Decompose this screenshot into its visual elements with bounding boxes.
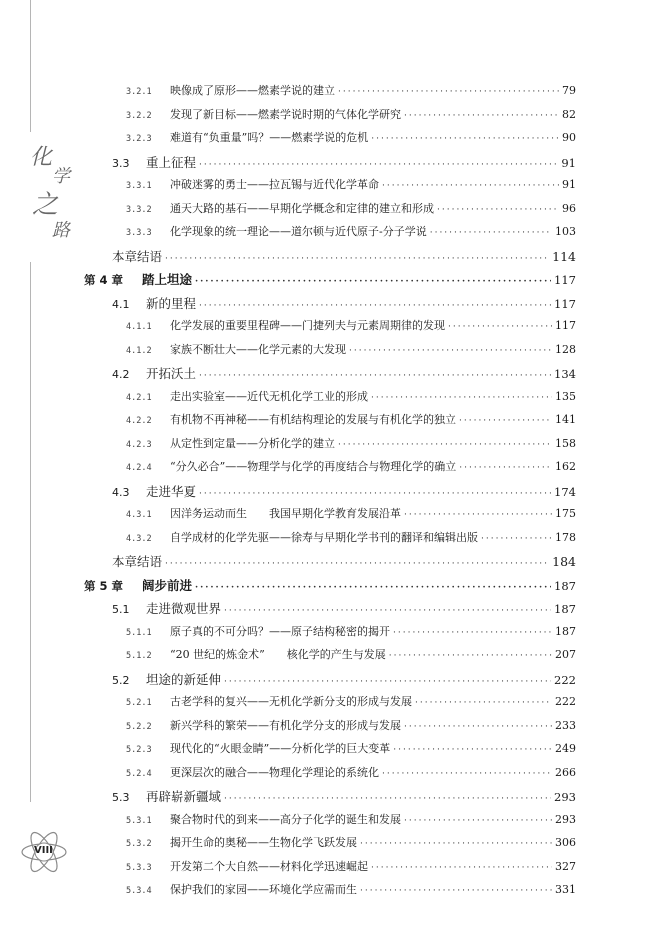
toc-entry-title: 自学成材的化学先驱——徐寿与早期化学书刊的翻译和编辑出版 [170,530,478,544]
toc-entry-page: 90 [562,131,576,144]
toc-entry-sub [84,717,576,741]
toc-entry-page: 222 [555,695,576,708]
toc-entry-title: 冲破迷雾的勇士——拉瓦锡与近代化学革命 [170,178,379,191]
toc-entry-page: 178 [555,530,576,544]
toc-entry-page: 162 [555,460,576,473]
toc-entry-number: 3.3.3 [126,228,152,238]
toc-leader-dots [415,698,552,708]
toc-entry-sub [84,106,576,130]
toc-entry-title: 更深层次的融合——物理化学理论的系统化 [170,765,379,779]
toc-leader-dots [437,205,559,215]
side-title-char-1: 化 [30,145,53,170]
toc-entry-number: 4.2.2 [126,416,152,426]
toc-leader-dots [195,583,551,593]
side-title-char-3: 之 [32,190,59,220]
toc-entry-number: 5.2.2 [126,721,152,732]
toc-entry-number: 3.3.2 [126,204,152,215]
toc-leader-dots [199,489,551,499]
toc-entry-page: 187 [555,624,576,638]
toc-entry-sub [84,646,576,670]
toc-entry-page: 249 [555,742,576,755]
toc-entry-number: 5.2.3 [126,745,152,755]
toc-entry-page: 233 [555,718,576,732]
toc-entry-number: 5.3.4 [126,886,152,896]
toc-entry-title: 通天大路的基石——早期化学概念和定律的建立和形成 [170,201,434,215]
toc-entry-number: 3.3.1 [126,181,152,191]
toc-entry-sub [84,82,576,106]
toc-entry-page: 293 [555,812,576,826]
toc-entry-title: “分久必合”——物理学与化学的再度结合与物理化学的确立 [170,460,457,473]
toc-leader-dots [459,416,552,426]
toc-leader-dots [199,301,551,311]
toc-entry-sub [84,740,576,764]
toc-leader-dots [404,111,559,121]
toc-entry-number: 4.1.2 [126,345,152,356]
toc-entry-title: 走出实验室——近代无机化学工业的形成 [170,389,368,403]
toc-leader-dots [338,87,559,97]
toc-leader-dots [360,839,552,849]
toc-entry-sec [84,670,576,694]
toc-entry-title: 开发第二个大自然——材料化学迅速崛起 [170,859,368,873]
toc-entry-sub [84,881,576,905]
toc-entry-page: 184 [552,554,576,569]
toc-leader-dots [165,559,549,569]
toc-entry-sec [84,482,576,506]
toc-entry-title: 本章结语 [112,554,163,569]
toc-entry-page: 135 [555,389,576,403]
toc-entry-title: 保护我们的家园——环境化学应需而生 [170,883,357,896]
toc-entry-number: 5.3.1 [126,815,152,826]
toc-entry-page: 293 [554,790,576,804]
side-title-char-4: 路 [52,220,70,241]
toc-entry-sec [84,294,576,318]
toc-entry-title: “20 世纪的炼金术” 核化学的产生与发展 [170,648,386,661]
toc-entry-number: 4.3.2 [126,533,152,544]
toc-entry-sub [84,176,576,200]
toc-entry-sub [84,858,576,882]
toc-entry-sub [84,200,576,224]
toc-entry-page: 175 [555,507,576,520]
toc-leader-dots [224,794,551,804]
toc-leader-dots [404,816,552,826]
toc-entry-sec [84,787,576,811]
toc-entry-sub [84,388,576,412]
toc-entry-sub [84,223,576,247]
toc-entry-title: 现代化的“火眼金睛”——分析化学的巨大变革 [170,742,391,755]
toc-entry-number: 5.2.1 [126,698,152,708]
toc-entry-page: 117 [555,319,576,332]
toc-leader-dots [195,277,551,287]
toc-leader-dots [199,371,551,381]
toc-entry-number: 3.2.1 [126,87,152,97]
toc-leader-dots [448,322,552,332]
toc-entry-number: 4.3.1 [126,510,152,520]
toc-entry-title: 因洋务运动而生 我国早期化学教育发展沿革 [170,507,401,520]
toc-entry-number: 5.3.3 [126,862,152,873]
toc-entry-title: 揭开生命的奥秘——生物化学飞跃发展 [170,836,357,849]
toc-entry-number: 4.1 [112,297,130,311]
toc-entry-number: 5.2.4 [126,768,152,779]
toc-entry-title: 走进华夏 [146,483,197,499]
toc-entry-page: 187 [554,578,576,593]
toc-entry-title: 家族不断壮大——化学元素的大发现 [170,342,346,356]
toc-entry-page: 96 [562,201,576,215]
toc-entry-sub [84,317,576,341]
toc-entry-number: 5.3 [112,791,130,804]
toc-leader-dots [360,886,552,896]
toc-entry-page: 91 [561,155,576,170]
table-of-contents [84,82,576,905]
toc-entry-title: 化学现象的统一理论——道尔顿与近代原子-分子学说 [170,225,427,238]
toc-entry-title: 原子真的不可分吗？——原子结构秘密的揭开 [170,624,390,638]
toc-leader-dots [382,181,559,191]
toc-entry-page: 158 [555,436,576,450]
toc-entry-page: 114 [552,248,576,264]
toc-entry-number: 3.2.3 [126,134,152,144]
toc-entry-number: 4.2.3 [126,439,152,450]
toc-entry-title: 坦途的新延伸 [146,671,222,687]
toc-entry-title: 本章结语 [112,248,163,264]
toc-entry-number: 4.2.4 [126,463,152,473]
side-title-char-2: 学 [52,166,70,187]
toc-entry-number: 4.3 [112,485,130,499]
toc-leader-dots [393,628,552,638]
toc-entry-page: 331 [555,883,576,896]
toc-entry-number: 第 5 章 [84,578,124,593]
toc-entry-sub [84,458,576,482]
toc-entry-chap [84,576,576,600]
toc-leader-dots [430,228,552,238]
toc-entry-number: 4.2 [112,368,130,381]
toc-entry-page: 103 [555,225,576,238]
toc-entry-page: 141 [555,413,576,426]
toc-leader-dots [371,134,559,144]
toc-entry-sub [84,129,576,153]
toc-leader-dots [371,863,552,873]
toc-leader-dots [165,254,549,264]
toc-entry-page: 134 [554,367,576,381]
toc-entry-page: 174 [554,484,576,499]
toc-entry-page: 117 [554,296,576,311]
toc-entry-page: 222 [554,672,576,687]
toc-leader-dots [382,769,552,779]
side-book-title [28,140,74,250]
toc-entry-title: 新兴学科的繁荣——有机化学分支的形成与发展 [170,718,401,732]
toc-leader-dots [459,463,552,473]
toc-leader-dots [338,440,552,450]
side-decoration-line-top [30,0,31,132]
toc-leader-dots [199,160,558,170]
toc-entry-number: 4.2.1 [126,392,152,403]
toc-entry-number: 5.1.1 [126,627,152,638]
toc-entry-sub [84,529,576,553]
toc-entry-sub [84,411,576,435]
toc-entry-sub [84,505,576,529]
page-number: VIII [34,845,53,856]
toc-entry-title: 开拓沃土 [146,366,197,381]
toc-leader-dots [224,677,551,687]
toc-entry-page: 117 [554,273,576,287]
toc-entry-title: 再辟崭新疆域 [146,789,222,804]
toc-leader-dots [371,393,552,403]
toc-leader-dots [389,651,552,661]
toc-entry-title: 从定性到定量——分析化学的建立 [170,436,335,450]
toc-entry-number: 5.2 [112,673,130,687]
toc-entry-page: 266 [555,765,576,779]
toc-leader-dots [404,722,552,732]
toc-entry-sec [84,153,576,177]
toc-entry-sec [84,364,576,388]
toc-leader-dots [224,606,551,616]
toc-entry-sub [84,764,576,788]
toc-entry-sub [84,435,576,459]
toc-entry-page: 82 [562,107,576,121]
toc-leader-dots [349,346,552,356]
toc-entry-number: 5.3.2 [126,839,152,849]
toc-entry-title: 重上征程 [146,154,197,170]
toc-entry-page: 207 [555,648,576,661]
toc-entry-title: 走进微观世界 [146,601,222,616]
toc-leader-dots [393,745,552,755]
toc-entry-title: 有机物不再神秘——有机结构理论的发展与有机化学的独立 [170,413,456,426]
toc-entry-page: 79 [562,84,576,97]
toc-leader-dots [404,510,552,520]
toc-entry-sec [84,599,576,623]
toc-entry-sub [84,341,576,365]
toc-entry-number: 3.2.2 [126,110,152,121]
toc-leader-dots [481,534,552,544]
toc-entry-title: 古老学科的复兴——无机化学新分支的形成与发展 [170,695,412,708]
toc-entry-end [84,552,576,576]
toc-entry-page: 128 [555,342,576,356]
toc-entry-page: 306 [555,836,576,849]
toc-entry-page: 91 [562,178,576,191]
toc-entry-title: 发现了新目标——燃素学说时期的气体化学研究 [170,107,401,121]
toc-entry-title: 难道有“负重量”吗？——燃素学说的危机 [170,131,369,144]
toc-entry-number: 5.1.2 [126,651,152,661]
toc-entry-sub [84,834,576,858]
toc-entry-end [84,247,576,271]
toc-entry-number: 5.1 [112,603,130,616]
toc-entry-number: 4.1.1 [126,322,152,332]
toc-entry-page: 327 [555,859,576,873]
toc-entry-title: 映像成了原形——燃素学说的建立 [170,84,335,97]
toc-entry-number: 第 4 章 [84,273,124,287]
toc-entry-sub [84,811,576,835]
toc-entry-title: 化学发展的重要里程碑——门捷列夫与元素周期律的发现 [170,319,445,332]
toc-entry-title: 踏上坦途 [142,272,193,287]
toc-entry-title: 新的里程 [146,295,197,311]
toc-entry-sub [84,623,576,647]
toc-entry-title: 阔步前进 [142,577,193,593]
side-decoration-line-bottom [30,262,31,802]
toc-entry-number: 3.3 [112,156,130,170]
toc-entry-title: 聚合物时代的到来——高分子化学的诞生和发展 [170,812,401,826]
toc-entry-page: 187 [554,602,576,616]
toc-entry-chap [84,270,576,294]
toc-entry-sub [84,693,576,717]
